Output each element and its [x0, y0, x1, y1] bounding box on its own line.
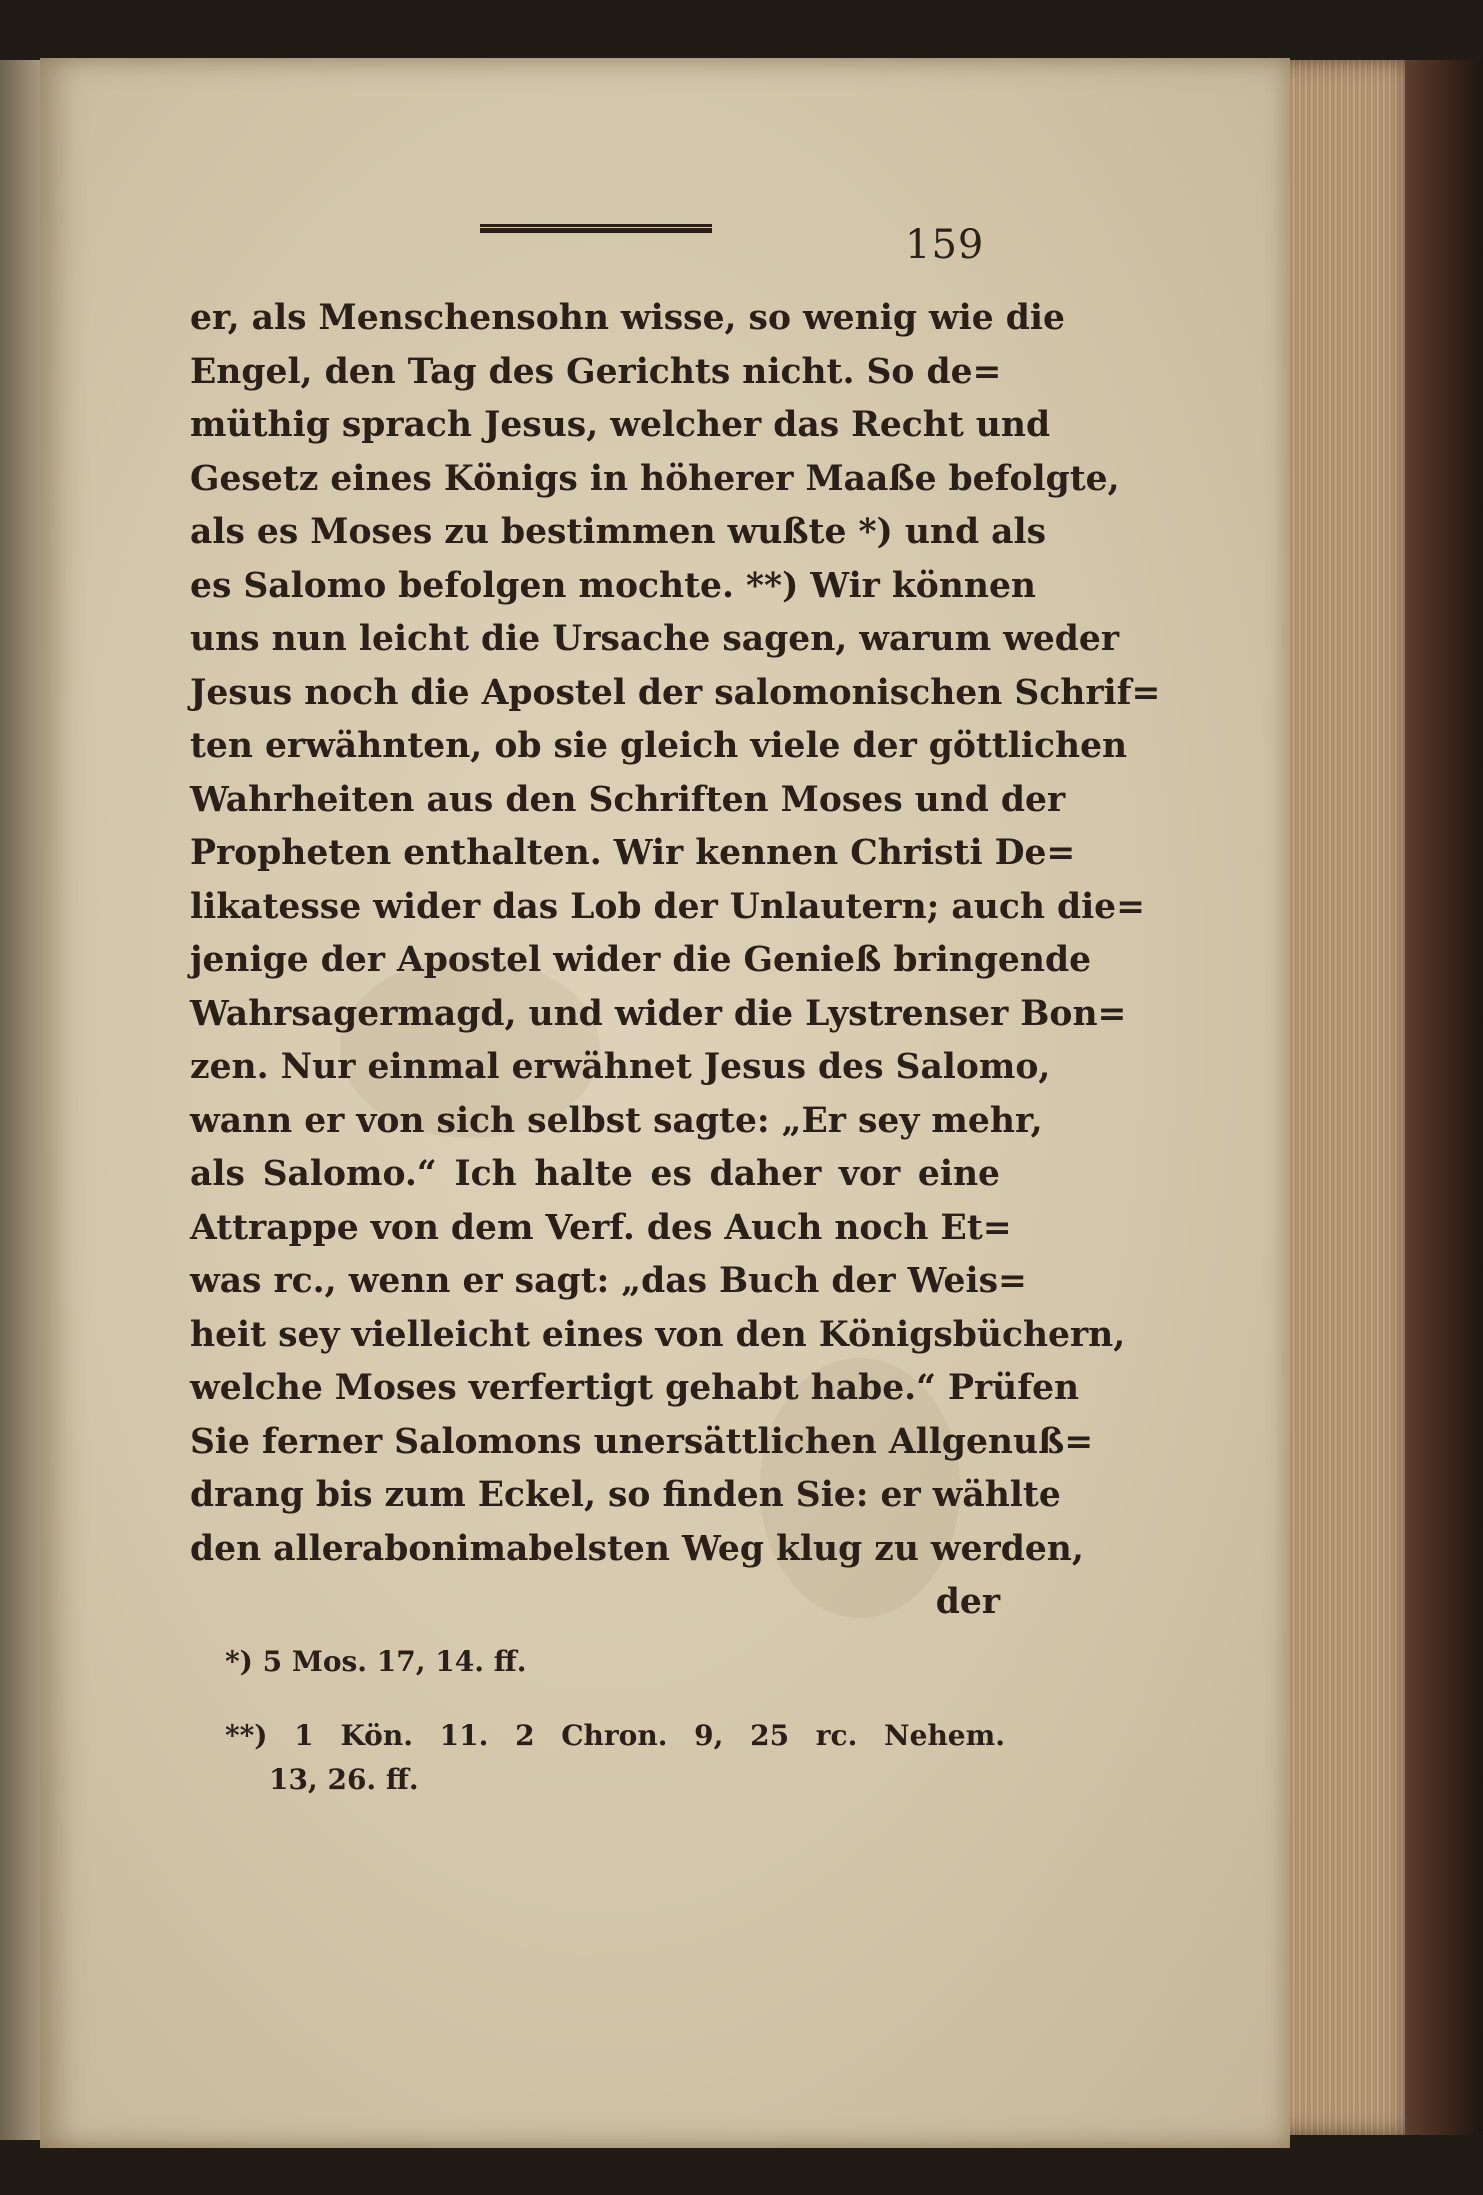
- footnote-2: **) 1 Kön. 11. 2 Chron. 9, 25 rc. Nehem.: [225, 1719, 1005, 1752]
- text-line: Gesetz eines Königs in höherer Maaße befolgte,: [190, 458, 1120, 499]
- text-line: es Salomo befolgen mochte. **) Wir können: [190, 565, 1036, 606]
- text-line: heit sey vielleicht eines von den Königsbüchern,: [190, 1314, 1126, 1355]
- text-line: zen. Nur einmal erwähnet Jesus des Salomo,: [190, 1047, 1051, 1087]
- book-cover-edge: [1405, 60, 1483, 2135]
- footnotes: [225, 1640, 1005, 1802]
- text-line: was rc., wenn er sagt: „das Buch der Weis=: [190, 1261, 1027, 1301]
- text-line: er, als Menschensohn wisse, so wenig wie die: [190, 298, 1065, 338]
- text-line: Jesus noch die Apostel der salomonischen Schrif=: [190, 672, 1161, 713]
- text-line: likatesse wider das Lob der Unlautern; auch die=: [190, 886, 1146, 927]
- footnote-1: *) 5 Mos. 17, 14. ff.: [225, 1645, 527, 1678]
- text-line: ten erwähnten, ob sie gleich viele der göttlichen: [190, 726, 1128, 766]
- text-line: drang bis zum Eckel, so finden Sie: er wählte: [190, 1475, 1061, 1515]
- text-line: Sie ferner Salomons unersättlichen Allgenuß=: [190, 1421, 1094, 1462]
- text-line: uns nun leicht die Ursache sagen, warum weder: [190, 619, 1120, 659]
- body-text: [190, 292, 1161, 1630]
- text-line: Engel, den Tag des Gerichts nicht. So de=: [190, 351, 1002, 392]
- text-line: wann er von sich selbst sagte: „Er sey mehr,: [190, 1100, 1043, 1141]
- footnote-2-continuation: 13, 26. ff.: [269, 1763, 419, 1796]
- text-line: Wahrsagermagd, und wider die Lystrenser Bon=: [190, 993, 1127, 1034]
- page-fore-edge: [1278, 60, 1418, 2135]
- catchword: der: [935, 1582, 1000, 1622]
- text-line: als Salomo.“ Ich halte es daher vor eine: [190, 1154, 1000, 1194]
- text-line: welche Moses verfertigt gehabt habe.“ Prüfen: [190, 1368, 1080, 1408]
- text-line: Propheten enthalten. Wir kennen Christi De=: [190, 833, 1076, 873]
- text-line: Attrappe von dem Verf. des Auch noch Et=: [190, 1207, 1012, 1248]
- header-rule: [480, 224, 712, 233]
- text-line: jenige der Apostel wider die Genieß bringende: [190, 940, 1092, 980]
- page-number: 159: [905, 222, 985, 268]
- text-line: den allerabonimabelsten Weg klug zu werden,: [190, 1528, 1084, 1569]
- text-line: müthig sprach Jesus, welcher das Recht und: [190, 405, 1051, 445]
- text-line: als es Moses zu bestimmen wußte *) und als: [190, 512, 1047, 552]
- text-line: Wahrheiten aus den Schriften Moses und der: [190, 779, 1066, 820]
